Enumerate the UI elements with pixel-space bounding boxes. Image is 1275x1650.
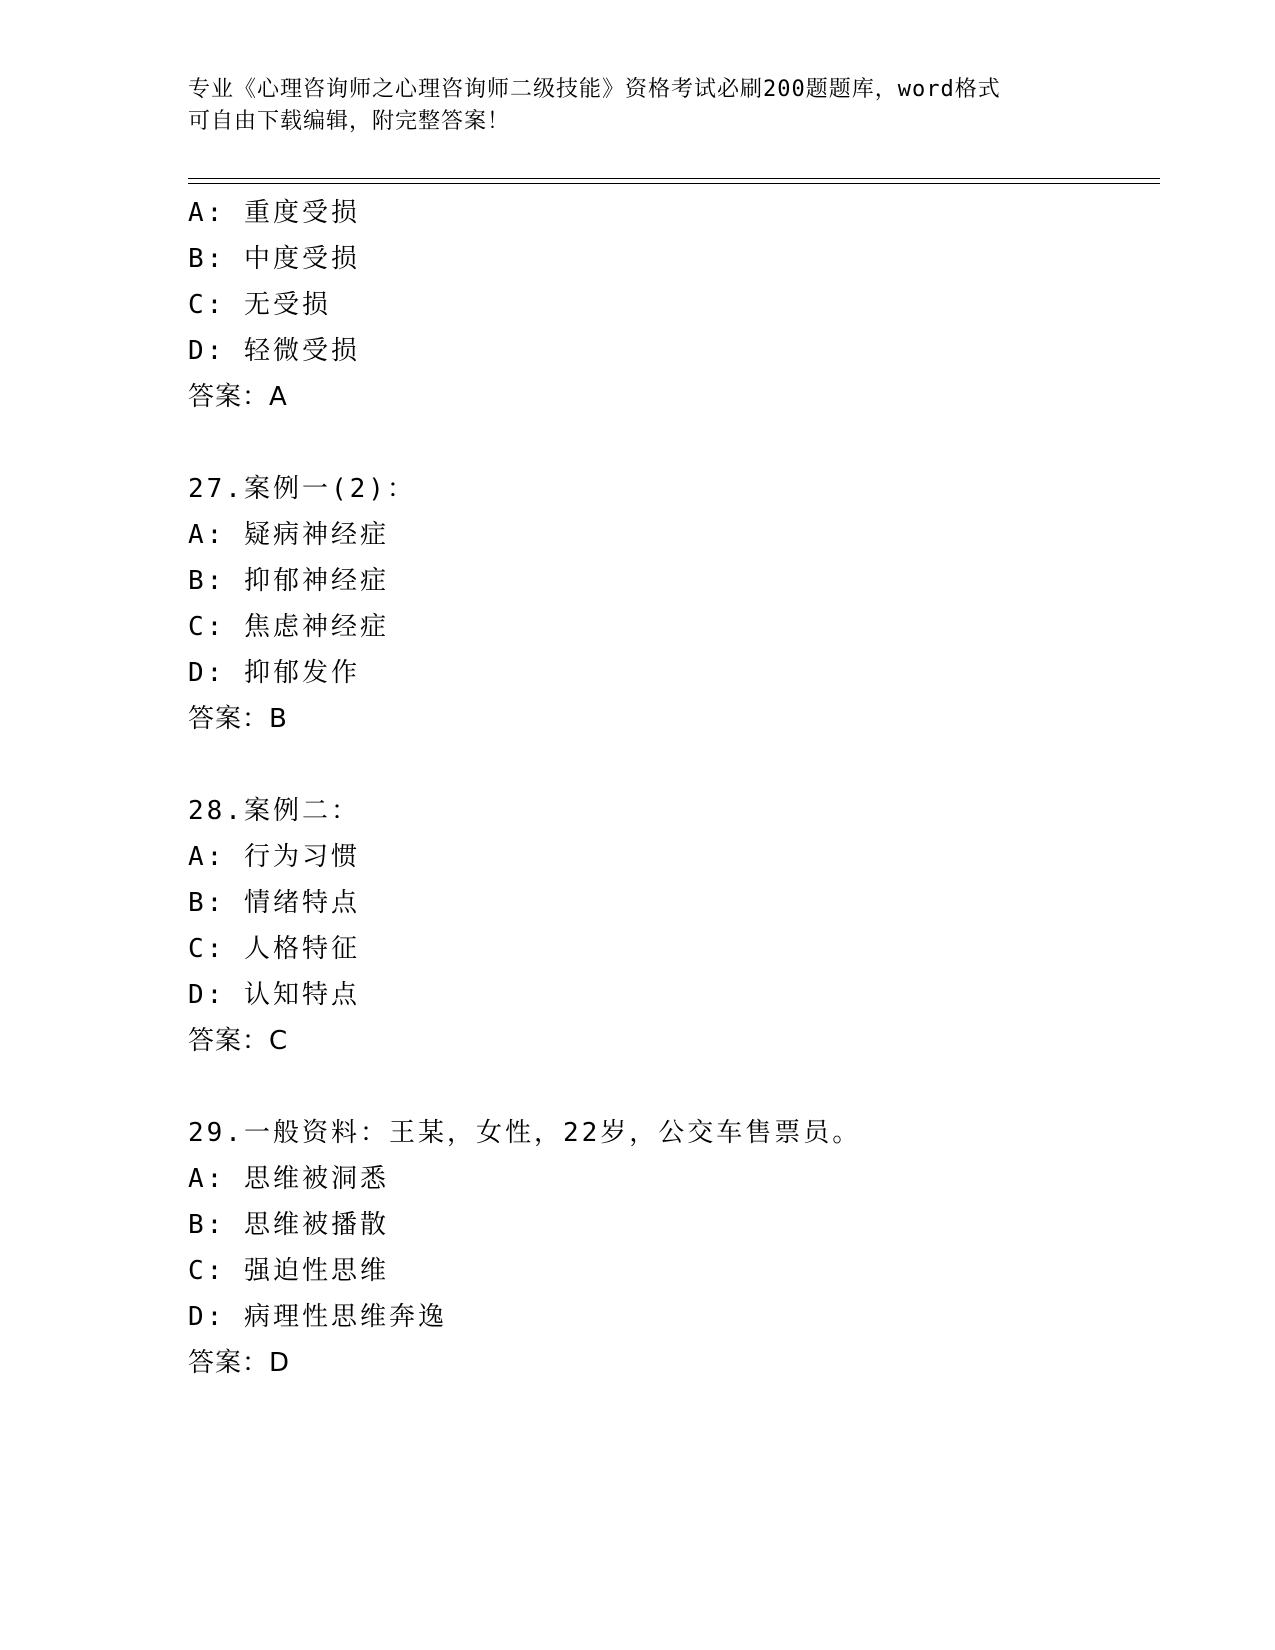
question-list [188,190,1158,1386]
question-block-28 [188,788,1158,1064]
option-b: B: 思维被播散 [188,1210,389,1240]
header-line-1: 专业《心理咨询师之心理咨询师二级技能》资格考试必刷200题题库，word格式 [188,77,1001,102]
option-c: C: 强迫性思维 [188,1256,389,1286]
answer: 答案：A [188,382,288,412]
question-block-26 [188,190,1158,420]
option-a: A: 思维被洞悉 [188,1164,389,1194]
option-c: C: 人格特征 [188,934,360,964]
document-header [188,74,1088,138]
option-c: C: 焦虑神经症 [188,612,389,642]
option-d: D: 轻微受损 [188,336,360,366]
option-a: A: 疑病神经症 [188,520,389,550]
spacer [188,420,1158,466]
option-d: D: 认知特点 [188,980,360,1010]
answer: 答案：B [188,704,288,734]
question-block-29 [188,1110,1158,1386]
answer: 答案：D [188,1348,291,1378]
option-b: B: 情绪特点 [188,888,360,918]
question-block-27 [188,466,1158,742]
question-title: 27.案例一(2)： [188,474,416,504]
header-divider [188,178,1160,184]
option-b: B: 中度受损 [188,244,360,274]
option-c: C: 无受损 [188,290,331,320]
spacer [188,1064,1158,1110]
question-title: 28.案例二： [188,796,360,826]
option-a: A: 重度受损 [188,198,360,228]
spacer [188,742,1158,788]
header-line-2: 可自由下载编辑，附完整答案！ [188,109,511,134]
answer: 答案：C [188,1026,289,1056]
option-b: B: 抑郁神经症 [188,566,389,596]
question-title: 29.一般资料：王某，女性，22岁，公交车售票员。 [188,1118,862,1148]
option-d: D: 抑郁发作 [188,658,360,688]
option-a: A: 行为习惯 [188,842,360,872]
option-d: D: 病理性思维奔逸 [188,1302,447,1332]
